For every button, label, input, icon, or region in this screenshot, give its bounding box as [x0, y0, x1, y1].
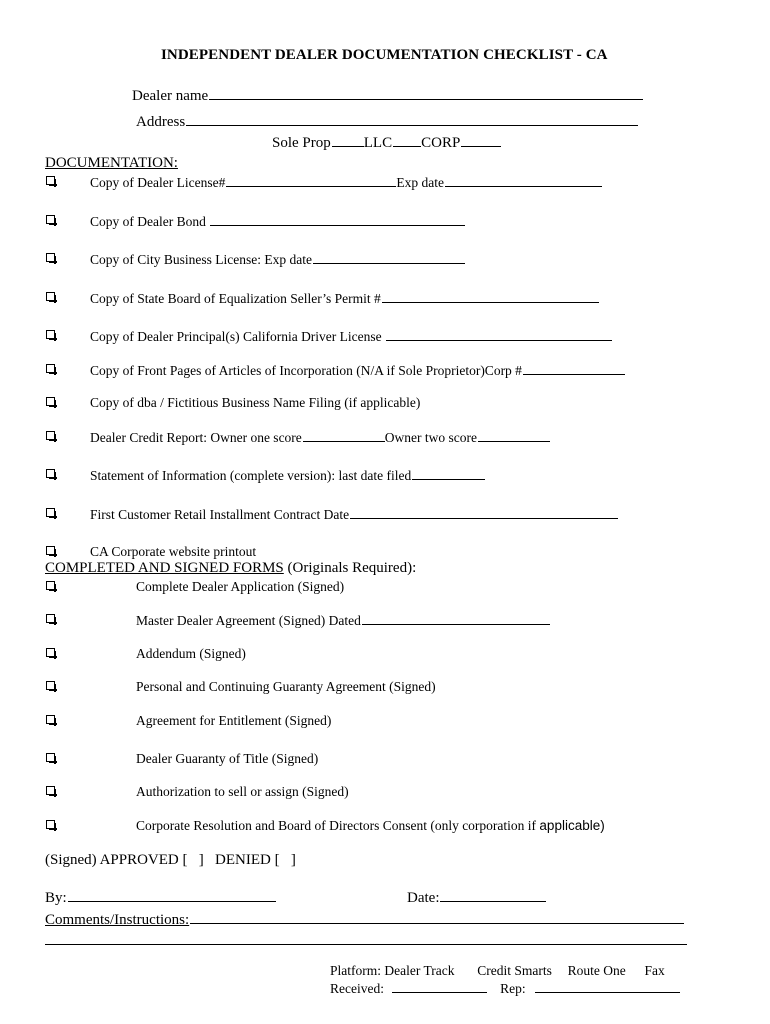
- received-field[interactable]: [392, 980, 487, 993]
- driver-license-field[interactable]: [386, 328, 612, 341]
- form-item-5: Agreement for Entitlement (Signed): [136, 713, 332, 728]
- doc-item-1-label: Copy of Dealer License#: [90, 175, 226, 190]
- doc-item-2-label: Copy of Dealer Bond: [90, 214, 206, 229]
- form-checkbox-1[interactable]: [46, 581, 55, 590]
- form-checkbox-6[interactable]: [46, 753, 55, 762]
- doc-checkbox-5[interactable]: [46, 330, 55, 339]
- doc-item-10-label: First Customer Retail Installment Contract Date: [90, 507, 350, 522]
- sellers-permit-field[interactable]: [382, 290, 599, 303]
- address-label: Address: [136, 114, 186, 130]
- comments-field[interactable]: [190, 911, 684, 924]
- form-item-8-label-end: applicable): [539, 818, 605, 833]
- sole-prop-field[interactable]: [332, 134, 364, 147]
- address-row: [136, 113, 638, 131]
- doc-checkbox-3[interactable]: [46, 253, 55, 262]
- corp-field[interactable]: [461, 134, 501, 147]
- corp-label: CORP: [421, 135, 461, 151]
- corp-number-field[interactable]: [523, 362, 625, 375]
- doc-item-8: [90, 429, 550, 446]
- date-label: Date:: [407, 890, 440, 906]
- form-checkbox-2[interactable]: [46, 614, 55, 623]
- doc-item-4-label: Copy of State Board of Equalization Seller’s Permit #: [90, 291, 381, 306]
- fax-label: Fax: [644, 963, 665, 978]
- form-checkbox-7[interactable]: [46, 786, 55, 795]
- dealer-name-row: [132, 87, 643, 105]
- date-field[interactable]: [440, 889, 546, 902]
- doc-item-11-label: CA Corporate website printout: [90, 544, 257, 559]
- doc-item-11: [90, 544, 256, 560]
- form-item-6: Dealer Guaranty of Title (Signed): [136, 751, 319, 766]
- doc-checkbox-1[interactable]: [46, 176, 55, 185]
- doc-item-3-label: Copy of City Business License: Exp date: [90, 252, 312, 267]
- approval-status: (Signed) APPROVED [ ] DENIED [ ]: [45, 852, 296, 868]
- last-date-filed-field[interactable]: [412, 467, 485, 480]
- address-field[interactable]: [186, 113, 638, 126]
- doc-item-4: [90, 290, 599, 307]
- owner-two-score-field[interactable]: [478, 429, 550, 442]
- footer-row-1: [330, 963, 665, 979]
- dealer-bond-field[interactable]: [210, 213, 465, 226]
- doc-item-1: [90, 174, 602, 191]
- form-item-7: Authorization to sell or assign (Signed): [136, 784, 349, 799]
- form-checkbox-4[interactable]: [46, 681, 55, 690]
- owner-two-score-label: Owner two score: [384, 430, 478, 445]
- credit-smarts-label: Credit Smarts: [477, 963, 552, 978]
- forms-heading: COMPLETED AND SIGNED FORMS: [45, 560, 284, 576]
- route-one-label: Route One: [567, 963, 626, 978]
- documentation-heading: DOCUMENTATION:: [45, 155, 178, 171]
- doc-item-5-label: Copy of Dealer Principal(s) California Driver License: [90, 329, 382, 344]
- doc-item-9-label: Statement of Information (complete version): last date filed: [90, 468, 412, 483]
- doc-item-5: [90, 328, 612, 345]
- doc-item-7-label: Copy of dba / Fictitious Business Name Filing (if applicable): [90, 395, 421, 410]
- exp-date-field[interactable]: [445, 174, 602, 187]
- comments-label: Comments/Instructions:: [45, 912, 190, 928]
- sole-prop-label: Sole Prop: [272, 135, 331, 151]
- doc-checkbox-11[interactable]: [46, 546, 55, 555]
- forms-heading-row: [45, 560, 416, 577]
- received-label: Received:: [330, 981, 384, 996]
- doc-item-3: [90, 251, 465, 268]
- form-item-8-label: Corporate Resolution and Board of Directors Consent (only corporation if: [136, 818, 540, 833]
- by-field[interactable]: [68, 889, 276, 902]
- owner-one-score-field[interactable]: [303, 429, 385, 442]
- form-checkbox-8[interactable]: [46, 820, 55, 829]
- form-checkbox-5[interactable]: [46, 715, 55, 724]
- master-agreement-date-field[interactable]: [362, 612, 550, 625]
- doc-item-9: [90, 467, 485, 484]
- doc-checkbox-9[interactable]: [46, 469, 55, 478]
- doc-item-6-label: Copy of Front Pages of Articles of Incorporation (N/A if Sole Proprietor)Corp #: [90, 363, 522, 378]
- city-license-exp-field[interactable]: [313, 251, 465, 264]
- llc-label: LLC: [363, 135, 393, 151]
- forms-heading-note: (Originals Required):: [283, 560, 417, 576]
- llc-field[interactable]: [393, 134, 421, 147]
- form-item-8: [136, 818, 605, 834]
- form-checkbox-3[interactable]: [46, 648, 55, 657]
- contract-date-field[interactable]: [350, 506, 618, 519]
- comments-row: [45, 911, 684, 929]
- doc-item-7: [90, 395, 420, 411]
- rep-label: Rep:: [500, 981, 526, 996]
- page-title: INDEPENDENT DEALER DOCUMENTATION CHECKLIST - CA: [161, 47, 608, 63]
- form-item-4: Personal and Continuing Guaranty Agreement (Signed): [136, 679, 436, 694]
- dealer-license-field[interactable]: [226, 174, 396, 187]
- comments-extra-line[interactable]: [45, 944, 687, 945]
- doc-checkbox-2[interactable]: [46, 215, 55, 224]
- doc-checkbox-6[interactable]: [46, 364, 55, 373]
- doc-checkbox-8[interactable]: [46, 431, 55, 440]
- by-row: [45, 889, 276, 907]
- form-item-2: [136, 612, 550, 629]
- doc-checkbox-10[interactable]: [46, 508, 55, 517]
- doc-item-10: [90, 506, 618, 523]
- dealer-name-label: Dealer name: [132, 88, 209, 104]
- exp-date-label: Exp date: [396, 175, 444, 190]
- doc-item-2: [90, 213, 465, 230]
- date-row: [407, 889, 546, 907]
- doc-item-8-label: Dealer Credit Report: Owner one score: [90, 430, 302, 445]
- rep-field[interactable]: [535, 980, 680, 993]
- form-item-3: Addendum (Signed): [136, 646, 246, 661]
- footer-row-2: [330, 980, 680, 997]
- doc-checkbox-7[interactable]: [46, 397, 55, 406]
- entity-type-row: [272, 134, 501, 152]
- doc-checkbox-4[interactable]: [46, 292, 55, 301]
- form-item-2-label: Master Dealer Agreement (Signed) Dated: [136, 613, 361, 628]
- by-label: By:: [45, 890, 67, 906]
- doc-item-6: [90, 362, 625, 379]
- form-item-1: Complete Dealer Application (Signed): [136, 579, 345, 594]
- dealer-name-field[interactable]: [209, 87, 643, 100]
- platform-label: Platform: Dealer Track: [330, 963, 455, 978]
